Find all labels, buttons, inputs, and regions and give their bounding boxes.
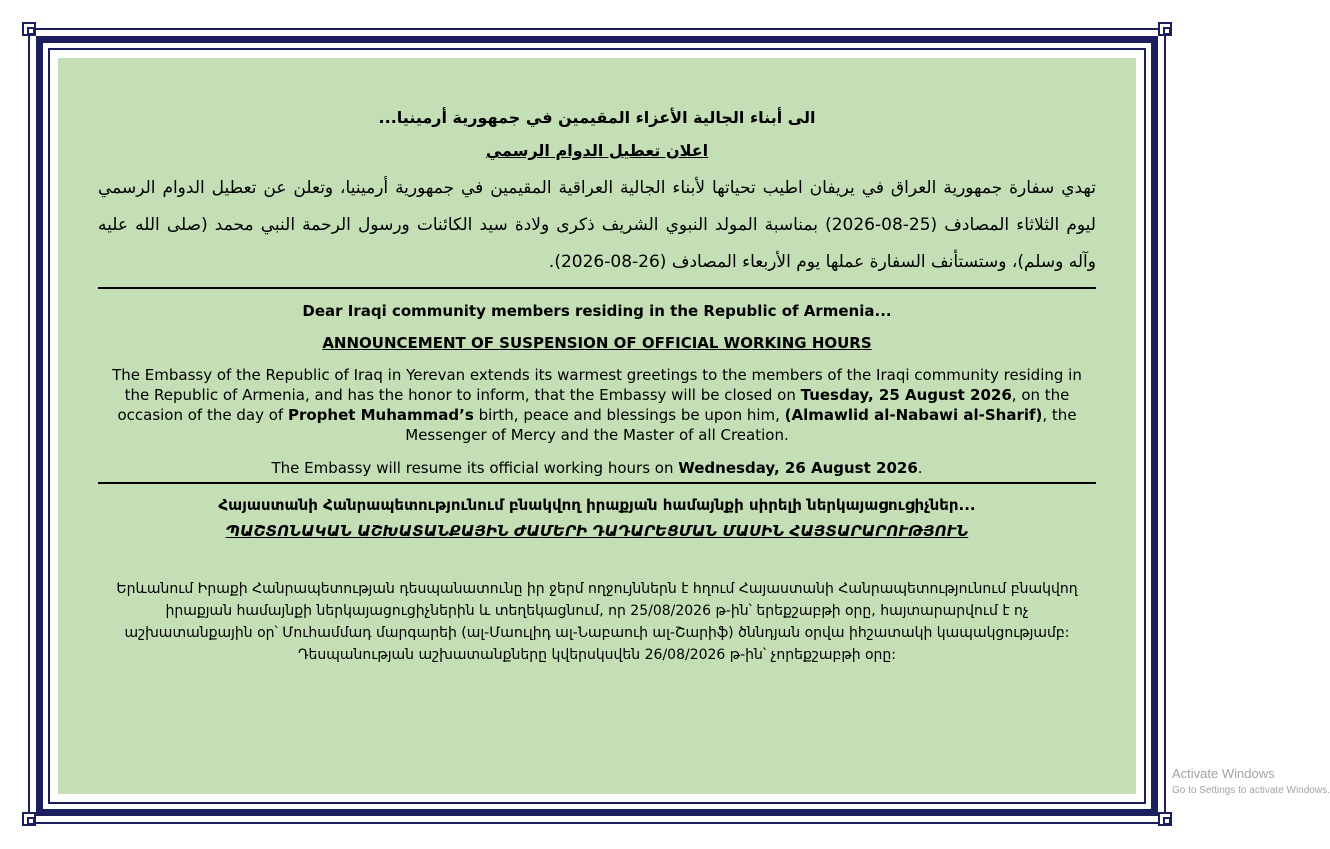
corner-ornament-top-right: [1158, 22, 1172, 36]
arabic-body: تهدي سفارة جمهورية العراق في يريفان اطيب تحياتها لأبناء الجالية العراقية المقيمين في جمهورية أرمينيا، وتعلن عن تعطيل الدوام الرسمي ليوم الثلاثاء المصادف (25-08-2026) بمناسبة المولد النبوي الشريف ذكرى ولادة سيد الكائنات ورسول الرحمة النبي محمد (صلى الله عليه وآله وسلم)، وستستأنف السفارة عملها يوم الأربعاء المصادف (26-08-2026).: [98, 178, 1096, 272]
english-body-closing-date: Tuesday, 25 August 2026: [800, 386, 1012, 404]
english-body-text-1: The Embassy of the Republic of Iraq in Yerevan extends its warmest greetings to the members of the Iraqi community residing in the Republic of Armenia, and has the honor to inform, that the Embassy will be closed on: [112, 366, 1082, 404]
corner-ornament-top-left: [22, 22, 36, 36]
activate-windows-watermark: [1172, 766, 1330, 796]
english-body-text-4: , the Messenger of Mercy and the Master of all Creation.: [405, 406, 1077, 444]
english-body-feast: (Almawlid al-Nabawi al-Sharif): [784, 406, 1043, 424]
section-divider: [98, 482, 1096, 484]
english-resume-notice: [98, 458, 1096, 478]
english-greeting: Dear Iraqi community members residing in the Republic of Armenia...: [302, 302, 892, 320]
armenian-body: Երևանում Իրաքի Հանրապետության դեսպանատունը իր ջերմ ողջույններն է հղում Հայաստանի Հանրապետությունում բնակվող իրաքյան համայնքի ներկայացուցիչներին և տեղեկացնում, որ 25/08/2026 թ-ին՝ երեքշաբթի օրը, հայտարարվում է ոչ աշխատանքային օր՝ Մուհամմադ մարգարեի (ալ-Մաուլիդ ալ-Նաբաուի ալ-Շարիֆ) ծննդյան օրվա իհշատակի կապակցությամբ: Դեսպանության աշխատանքները կվերսկսվեն 26/08/2026 թ-ին՝ չորեքշաբթի օրը:: [116, 581, 1078, 663]
announcement-panel: [58, 58, 1136, 794]
corner-ornament-bottom-left: [22, 812, 36, 826]
watermark-line-2: Go to Settings to activate Windows.: [1172, 785, 1330, 796]
english-resume-text-2: .: [917, 459, 923, 477]
arabic-greeting: الى أبناء الجالية الأعزاء المقيمين في جمهورية أرمينيا...: [378, 108, 816, 127]
english-title: ANNOUNCEMENT OF SUSPENSION OF OFFICIAL WORKING HOURS: [322, 334, 872, 352]
corner-ornament-bottom-right: [1158, 812, 1172, 826]
arabic-title: اعلان تعطيل الدوام الرسمي: [485, 141, 709, 160]
section-divider: [98, 287, 1096, 289]
english-body-prophet: Prophet Muhammad’s: [287, 406, 474, 424]
armenian-title: ՊԱՇՏՈՆԱԿԱՆ ԱՇԽԱՏԱՆՔԱՅԻՆ ԺԱՄԵՐԻ ԴԱԴԱՐԵՑՄԱՆ ՄԱՍԻՆ ՀԱՅՏԱՐԱՐՈՒԹՅՈՒՆ: [225, 522, 969, 540]
watermark-line-1: Activate Windows: [1172, 766, 1275, 781]
english-resume-date: Wednesday, 26 August 2026: [678, 459, 918, 477]
english-body-text-3: birth, peace and blessings be upon him,: [473, 406, 785, 424]
armenian-greeting: Հայաստանի Հանրապետությունում բնակվող իրաքյան համայնքի սիրելի ներկայացուցիչներ...: [218, 496, 976, 514]
english-resume-text-1: The Embassy will resume its official working hours on: [271, 459, 679, 477]
english-body-text-2: , on the occasion of the day of: [117, 386, 1070, 424]
english-body: [98, 365, 1096, 445]
